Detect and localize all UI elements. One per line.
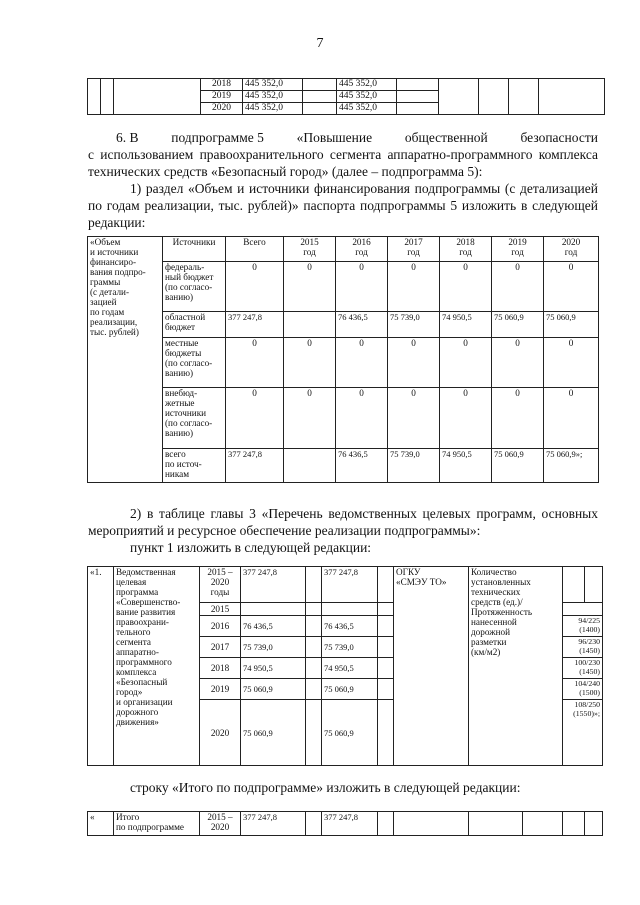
funding-label-line: финансиро-: [90, 257, 137, 267]
funding-label-line: реализации,: [90, 317, 138, 327]
indicator-value: [563, 679, 603, 700]
item-name-line: программного: [116, 657, 172, 667]
source-name-line: областной: [165, 312, 206, 322]
empty-cell: [397, 79, 439, 91]
indicator-cell-line: дорожной: [471, 627, 511, 637]
header-total: Всего: [226, 237, 284, 262]
empty-cell: [378, 700, 394, 766]
empty-cell: [523, 812, 563, 836]
indicator-value-line: 104/240: [574, 679, 601, 688]
value-cell: 74 950,5: [440, 449, 492, 483]
value-cell: 0: [492, 262, 544, 312]
source-name: [163, 338, 226, 388]
regional-cell: 75 060,9: [322, 700, 378, 766]
year-cell: 2019: [200, 679, 241, 700]
header-year-line: 2020: [561, 237, 581, 247]
table-row: [88, 338, 599, 388]
empty-cell: [303, 91, 337, 103]
empty-cell: [585, 567, 603, 603]
indicator-value-line: 108/250: [574, 700, 601, 709]
regional-cell: 75 739,0: [322, 637, 378, 658]
table-row: [88, 449, 599, 483]
value-cell: 0: [544, 338, 599, 388]
empty-cell: [378, 616, 394, 637]
empty-cell: [378, 812, 394, 836]
empty-cell: [306, 812, 322, 836]
regional-cell: 445 352,0: [337, 91, 397, 103]
funding-label-line: зацией: [90, 297, 117, 307]
para6-sub1-line3: редакции:: [88, 215, 146, 230]
indicator-cell-line: средств (ед.)/: [471, 597, 523, 607]
value-cell: 0: [440, 262, 492, 312]
value-cell: 75 739,0: [388, 449, 440, 483]
header-year-line: 2015: [300, 237, 319, 247]
source-name: [163, 312, 226, 338]
header-year: [284, 237, 336, 262]
value-cell: 76 436,5: [336, 449, 388, 483]
empty-cell: [378, 567, 394, 603]
empty-cell: [303, 103, 337, 115]
para2-line2: мероприятий и ресурсное обеспечение реализации подпрограммы»:: [88, 523, 481, 538]
empty-cell: [563, 567, 585, 603]
value-cell: 75 060,9: [544, 312, 599, 338]
item-name-line: «Безопасный: [116, 677, 168, 687]
value-cell: 75 060,9: [492, 449, 544, 483]
item-name: [114, 567, 200, 766]
value-cell: 0: [544, 262, 599, 312]
spacer-cell: [479, 79, 509, 115]
paragraph-6: [88, 129, 598, 231]
spacer-cell: [101, 79, 114, 115]
value-cell: 0: [284, 388, 336, 449]
empty-cell: [306, 637, 322, 658]
executor-cell-line: «СМЭУ ТО»: [396, 577, 447, 587]
funding-label-line: (с детали-: [90, 287, 130, 297]
indicator-cell-line: Протяженность: [471, 607, 533, 617]
header-year-line: год: [511, 247, 524, 257]
item-name-line: движения»: [116, 717, 159, 727]
item-name-line: тельного: [116, 627, 151, 637]
empty-cell: [397, 91, 439, 103]
item-name-line: программа: [116, 587, 159, 597]
indicator-value-line: 96/230: [578, 637, 601, 646]
period-cell: [200, 567, 241, 603]
table-row: [88, 79, 605, 91]
para3-line: строку «Итого по подпрограмме» изложить в следующей редакции:: [130, 780, 521, 795]
item-table: [87, 566, 603, 766]
year-cell: 2016: [200, 616, 241, 637]
indicator-value: [563, 616, 603, 637]
table-row: [88, 388, 599, 449]
table-row: [88, 567, 603, 603]
total-cell: 445 352,0: [243, 79, 303, 91]
total-cell: 75 739,0: [241, 637, 306, 658]
total-cell: [241, 603, 306, 616]
year-cell: 2017: [200, 637, 241, 658]
source-name-line: ванию): [165, 368, 194, 378]
item-name-line: «Совершенство-: [116, 597, 181, 607]
funding-table: [87, 236, 599, 483]
empty-cell: [306, 658, 322, 679]
value-cell: 377 247,8: [226, 312, 284, 338]
period-cell-line: годы: [210, 587, 230, 597]
item-name-line: вание развития: [116, 607, 176, 617]
item-name-line: и организации: [116, 697, 173, 707]
source-name: [163, 449, 226, 483]
empty-cell: [378, 679, 394, 700]
empty-cell: [306, 603, 322, 616]
item-name-line: Ведомственная: [116, 567, 176, 577]
table-row: [88, 262, 599, 312]
para6-line2: с использованием правоохранительного сегмента аппаратно-программного комплекса: [88, 147, 598, 162]
header-year-line: 2016: [352, 237, 371, 247]
header-year-line: 2018: [456, 237, 475, 247]
value-cell: [284, 449, 336, 483]
para6-sub1-line1: 1) раздел «Объем и источники финансирования подпрограммы (с детализацией: [130, 181, 598, 196]
value-cell: 0: [226, 338, 284, 388]
source-name-line: ный бюджет: [165, 272, 214, 282]
year-cell: 2018: [201, 79, 243, 91]
value-cell: 75 060,9»;: [544, 449, 599, 483]
indicator-cell-line: установленных: [471, 577, 531, 587]
total-sum: 377 247,8: [241, 812, 306, 836]
source-name-line: федераль-: [165, 262, 205, 272]
spacer-cell: [539, 79, 605, 115]
item-name-line: город»: [116, 687, 143, 697]
value-cell: 0: [440, 338, 492, 388]
source-name-line: бюджет: [165, 322, 196, 332]
empty-cell: [397, 103, 439, 115]
header-year-line: год: [355, 247, 368, 257]
indicator-value-line: 100/230: [574, 658, 601, 667]
table-header-row: [88, 237, 599, 262]
indicator-cell-line: (км/м2): [471, 647, 501, 657]
indicator-value-line: 94/225: [578, 616, 601, 625]
period-cell-line: 2015 –: [207, 567, 233, 577]
spacer-cell: [509, 79, 539, 115]
value-cell: 0: [336, 388, 388, 449]
funding-label-line: и источники: [90, 247, 139, 257]
year-cell: 2020: [201, 103, 243, 115]
source-name-line: местные: [165, 338, 199, 348]
period-cell-line: 2020: [210, 577, 230, 587]
empty-cell: [585, 812, 603, 836]
item-name-line: аппаратно-: [116, 647, 159, 657]
funding-label-line: «Объем: [90, 237, 121, 247]
source-name-line: бюджеты: [165, 348, 202, 358]
indicator-cell-line: технических: [471, 587, 521, 597]
para2-line1: 2) в таблице главы 3 «Перечень ведомственных целевых программ, основных: [130, 506, 598, 521]
regional-cell: 75 060,9: [322, 679, 378, 700]
indicator-value: [563, 637, 603, 658]
value-cell: 75 739,0: [388, 312, 440, 338]
source-name-line: источники: [165, 408, 207, 418]
para6-line3: технических средств «Безопасный город» (далее – подпрограмма 5):: [88, 164, 483, 179]
value-cell: 76 436,5: [336, 312, 388, 338]
source-name-line: ванию): [165, 428, 194, 438]
paragraph-3: [88, 779, 598, 796]
total-name-line: Итого: [116, 812, 140, 822]
indicator-cell: [469, 567, 563, 766]
indicator-value: [563, 603, 603, 616]
year-cell: 2018: [200, 658, 241, 679]
value-cell: 377 247,8: [226, 449, 284, 483]
total-cell: 75 060,9: [241, 679, 306, 700]
header-year-line: 2019: [508, 237, 527, 247]
para6-sub1-line2: по годам реализации, тыс. рублей)» паспорта подпрограммы 5 изложить в следующей: [88, 198, 598, 213]
executor-cell: [394, 567, 469, 766]
value-cell: 0: [284, 338, 336, 388]
source-name-line: (по согласо-: [165, 358, 213, 368]
source-name: [163, 262, 226, 312]
value-cell: 74 950,5: [440, 312, 492, 338]
total-cell: 76 436,5: [241, 616, 306, 637]
total-cell: 445 352,0: [243, 91, 303, 103]
spacer-cell: [114, 79, 201, 115]
funding-label-line: граммы: [90, 277, 121, 287]
value-cell: 0: [226, 388, 284, 449]
top-continuation-table: [87, 78, 605, 115]
table-row: [88, 312, 599, 338]
header-source: Источники: [163, 237, 226, 262]
quote-cell: «: [88, 812, 114, 836]
spacer-cell: [88, 79, 101, 115]
header-year: [336, 237, 388, 262]
source-name-line: по источ-: [165, 459, 202, 469]
source-name: [163, 388, 226, 449]
indicator-cell-line: разметки: [471, 637, 507, 647]
source-name-line: всего: [165, 449, 186, 459]
total-period-line: 2015 –: [207, 812, 233, 822]
header-year-line: 2017: [404, 237, 423, 247]
header-year: [544, 237, 599, 262]
source-name-line: внебюд-: [165, 388, 198, 398]
empty-cell: [306, 616, 322, 637]
page-number: 7: [316, 36, 324, 51]
empty-cell: [563, 812, 585, 836]
empty-cell: [303, 79, 337, 91]
item-name-line: сегмента: [116, 637, 151, 647]
total-regional: 377 247,8: [322, 812, 378, 836]
source-name-line: ванию): [165, 292, 194, 302]
regional-cell: [322, 603, 378, 616]
header-year-line: год: [303, 247, 316, 257]
regional-cell: 74 950,5: [322, 658, 378, 679]
spacer-cell: [439, 79, 479, 115]
empty-cell: [306, 679, 322, 700]
indicator-value-line: (1450): [579, 667, 601, 676]
indicator-value: [563, 700, 603, 766]
period-regional: 377 247,8: [322, 567, 378, 603]
source-name-line: никам: [165, 469, 190, 479]
indicator-value-line: (1500): [579, 688, 601, 697]
item-number: «1.: [88, 567, 114, 766]
executor-cell-line: ОГКУ: [396, 567, 421, 577]
value-cell: [284, 312, 336, 338]
indicator-value-line: (1450): [579, 646, 601, 655]
source-name-line: жетные: [165, 398, 195, 408]
total-cell: 445 352,0: [243, 103, 303, 115]
source-name-line: (по согласо-: [165, 282, 213, 292]
empty-cell: [378, 658, 394, 679]
total-period-line: 2020: [210, 822, 230, 832]
regional-cell: 445 352,0: [337, 103, 397, 115]
header-year-line: год: [459, 247, 472, 257]
funding-label-line: тыс. рублей): [90, 327, 139, 337]
total-name-line: по подпрограмме: [116, 822, 184, 832]
value-cell: 0: [336, 338, 388, 388]
total-period: [200, 812, 241, 836]
value-cell: 0: [440, 388, 492, 449]
indicator-cell-line: нанесенной: [471, 617, 517, 627]
indicator-cell-line: Количество: [471, 567, 517, 577]
total-cell: 75 060,9: [241, 700, 306, 766]
value-cell: 75 060,9: [492, 312, 544, 338]
year-cell: 2020: [200, 700, 241, 766]
paragraph-2: [88, 505, 598, 556]
funding-label-line: вания подпро-: [90, 267, 146, 277]
header-year: [440, 237, 492, 262]
indicator-value-line: (1400): [579, 625, 601, 634]
empty-cell: [306, 567, 322, 603]
funding-label-line: по годам: [90, 307, 125, 317]
item-name-line: целевая: [116, 577, 147, 587]
total-name: [114, 812, 200, 836]
funding-label: [88, 237, 163, 483]
para2-line3: пункт 1 изложить в следующей редакции:: [130, 540, 372, 555]
para6-line1: 6. В подпрограмме 5 «Повышение общественной безопасности: [116, 130, 598, 145]
year-cell: 2015: [200, 603, 241, 616]
empty-cell: [306, 700, 322, 766]
source-name-line: (по согласо-: [165, 418, 213, 428]
total-table: [87, 811, 603, 836]
regional-cell: 76 436,5: [322, 616, 378, 637]
value-cell: 0: [388, 338, 440, 388]
header-year: [492, 237, 544, 262]
empty-cell: [394, 812, 469, 836]
indicator-value-line: (1550)»;: [573, 709, 601, 718]
value-cell: 0: [284, 262, 336, 312]
empty-cell: [378, 603, 394, 616]
value-cell: 0: [336, 262, 388, 312]
header-year-line: год: [564, 247, 578, 257]
item-name-line: правоохрани-: [116, 617, 169, 627]
value-cell: 0: [492, 388, 544, 449]
value-cell: 0: [388, 388, 440, 449]
value-cell: 0: [388, 262, 440, 312]
empty-cell: [469, 812, 523, 836]
header-year-line: год: [407, 247, 420, 257]
value-cell: 0: [226, 262, 284, 312]
item-name-line: дорожного: [116, 707, 159, 717]
year-cell: 2019: [201, 91, 243, 103]
table-row: [88, 812, 603, 836]
empty-cell: [378, 637, 394, 658]
value-cell: 0: [492, 338, 544, 388]
period-total: 377 247,8: [241, 567, 306, 603]
item-name-line: комплекса: [116, 667, 157, 677]
regional-cell: 445 352,0: [337, 79, 397, 91]
indicator-value: [563, 658, 603, 679]
value-cell: 0: [544, 388, 599, 449]
header-year: [388, 237, 440, 262]
total-cell: 74 950,5: [241, 658, 306, 679]
